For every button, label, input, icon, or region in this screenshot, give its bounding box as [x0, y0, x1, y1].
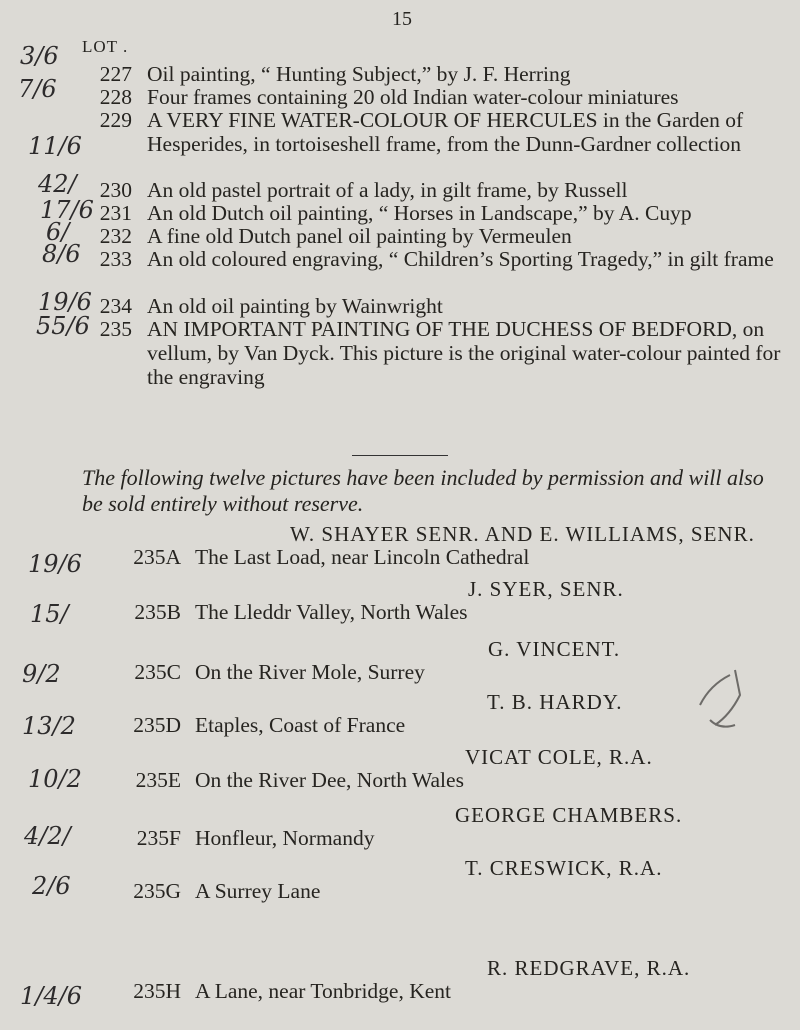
artist-heading: J. SYER, SENR.: [468, 577, 624, 601]
lot-description: An old coloured engraving, “ Children’s Sporting Tragedy,” in gilt frame: [147, 247, 774, 271]
lot-title: On the River Mole, Surrey: [195, 660, 425, 684]
handwritten-price: 19/6: [28, 550, 82, 578]
lot-number: 235F: [136, 826, 181, 850]
handwritten-price: 3/6: [20, 42, 59, 70]
handwritten-price: 9/2: [22, 660, 61, 688]
lot-number: 233: [99, 247, 132, 271]
lot-description: An old oil painting by Wainwright: [147, 294, 443, 318]
reserve-note: The following twelve pictures have been included by permission and will also be sold entirely without reserve.: [82, 465, 764, 516]
lot-title: Honfleur, Normandy: [195, 826, 375, 850]
handwritten-price: 19/6: [38, 288, 92, 316]
handwritten-price: 8/6: [42, 240, 81, 268]
artist-heading: W. SHAYER SENR. AND E. WILLIAMS, SENR.: [290, 522, 755, 546]
lot-title: A Lane, near Tonbridge, Kent: [195, 979, 452, 1003]
artist-heading: T. CRESWICK, R.A.: [465, 856, 663, 880]
lot-title: The Last Load, near Lincoln Cathedral: [195, 545, 530, 569]
lot-title: A Surrey Lane: [195, 879, 321, 903]
pencil-mark: [690, 665, 750, 735]
lot-number: 235E: [135, 768, 181, 792]
handwritten-price: 13/2: [22, 712, 76, 740]
lot-number: 234: [99, 294, 132, 318]
lot-description: An old pastel portrait of a lady, in gilt frame, by Russell: [147, 178, 628, 202]
lot-number: 230: [99, 178, 132, 202]
artist-heading: R. REDGRAVE, R.A.: [487, 956, 691, 980]
handwritten-price: 2/6: [32, 872, 71, 900]
handwritten-price: 4/2/: [24, 822, 71, 850]
handwritten-price: 11/6: [28, 132, 82, 160]
lot-description: Oil painting, “ Hunting Subject,” by J. F. Herring: [147, 62, 571, 86]
lot-column-header: LOT .: [82, 37, 129, 56]
lot-description: An old Dutch oil painting, “ Horses in Landscape,” by A. Cuyp: [147, 201, 692, 225]
lot-number: 235: [99, 317, 132, 341]
lot-description: AN IMPORTANT PAINTING OF THE DUCHESS OF BEDFORD, on vellum, by Van Dyck. This picture is the original water-colour painted for the engraving: [147, 317, 781, 389]
lot-number: 235A: [133, 545, 181, 569]
lot-number: 235D: [133, 713, 181, 737]
lot-number: 228: [99, 85, 132, 109]
handwritten-price: 6/: [46, 218, 70, 246]
lot-number: 232: [99, 224, 132, 248]
lot-title: The Lleddr Valley, North Wales: [195, 600, 468, 624]
lot-description: Four frames containing 20 old Indian water-colour miniatures: [147, 85, 679, 109]
handwritten-price: 1/4/6: [20, 982, 82, 1010]
handwritten-price: 15/: [30, 600, 69, 628]
artist-heading: VICAT COLE, R.A.: [465, 745, 653, 769]
lot-description: A VERY FINE WATER-COLOUR OF HERCULES in the Garden of Hesperides, in tortoiseshell frame, from the Dunn-Gardner collection: [147, 108, 744, 156]
lot-number: 235H: [133, 979, 181, 1003]
lot-description: A fine old Dutch panel oil painting by Vermeulen: [147, 224, 572, 248]
lot-number: 235B: [134, 600, 181, 624]
artist-heading: GEORGE CHAMBERS.: [455, 803, 683, 827]
page-number: 15: [392, 8, 412, 30]
lot-number: 235G: [133, 879, 181, 903]
handwritten-price: 55/6: [36, 312, 90, 340]
artist-heading: G. VINCENT.: [488, 637, 621, 661]
section-divider: [352, 455, 448, 456]
handwritten-price: 7/6: [18, 75, 57, 103]
artist-heading: T. B. HARDY.: [487, 690, 623, 714]
lot-number: 229: [99, 108, 132, 132]
handwritten-price: 42/: [38, 170, 77, 198]
lot-number: 235C: [134, 660, 181, 684]
handwritten-price: 17/6: [40, 196, 94, 224]
lot-title: On the River Dee, North Wales: [195, 768, 464, 792]
lot-title: Etaples, Coast of France: [195, 713, 406, 737]
handwritten-price: 10/2: [28, 765, 82, 793]
lot-number: 231: [99, 201, 132, 225]
lot-number: 227: [99, 62, 132, 86]
